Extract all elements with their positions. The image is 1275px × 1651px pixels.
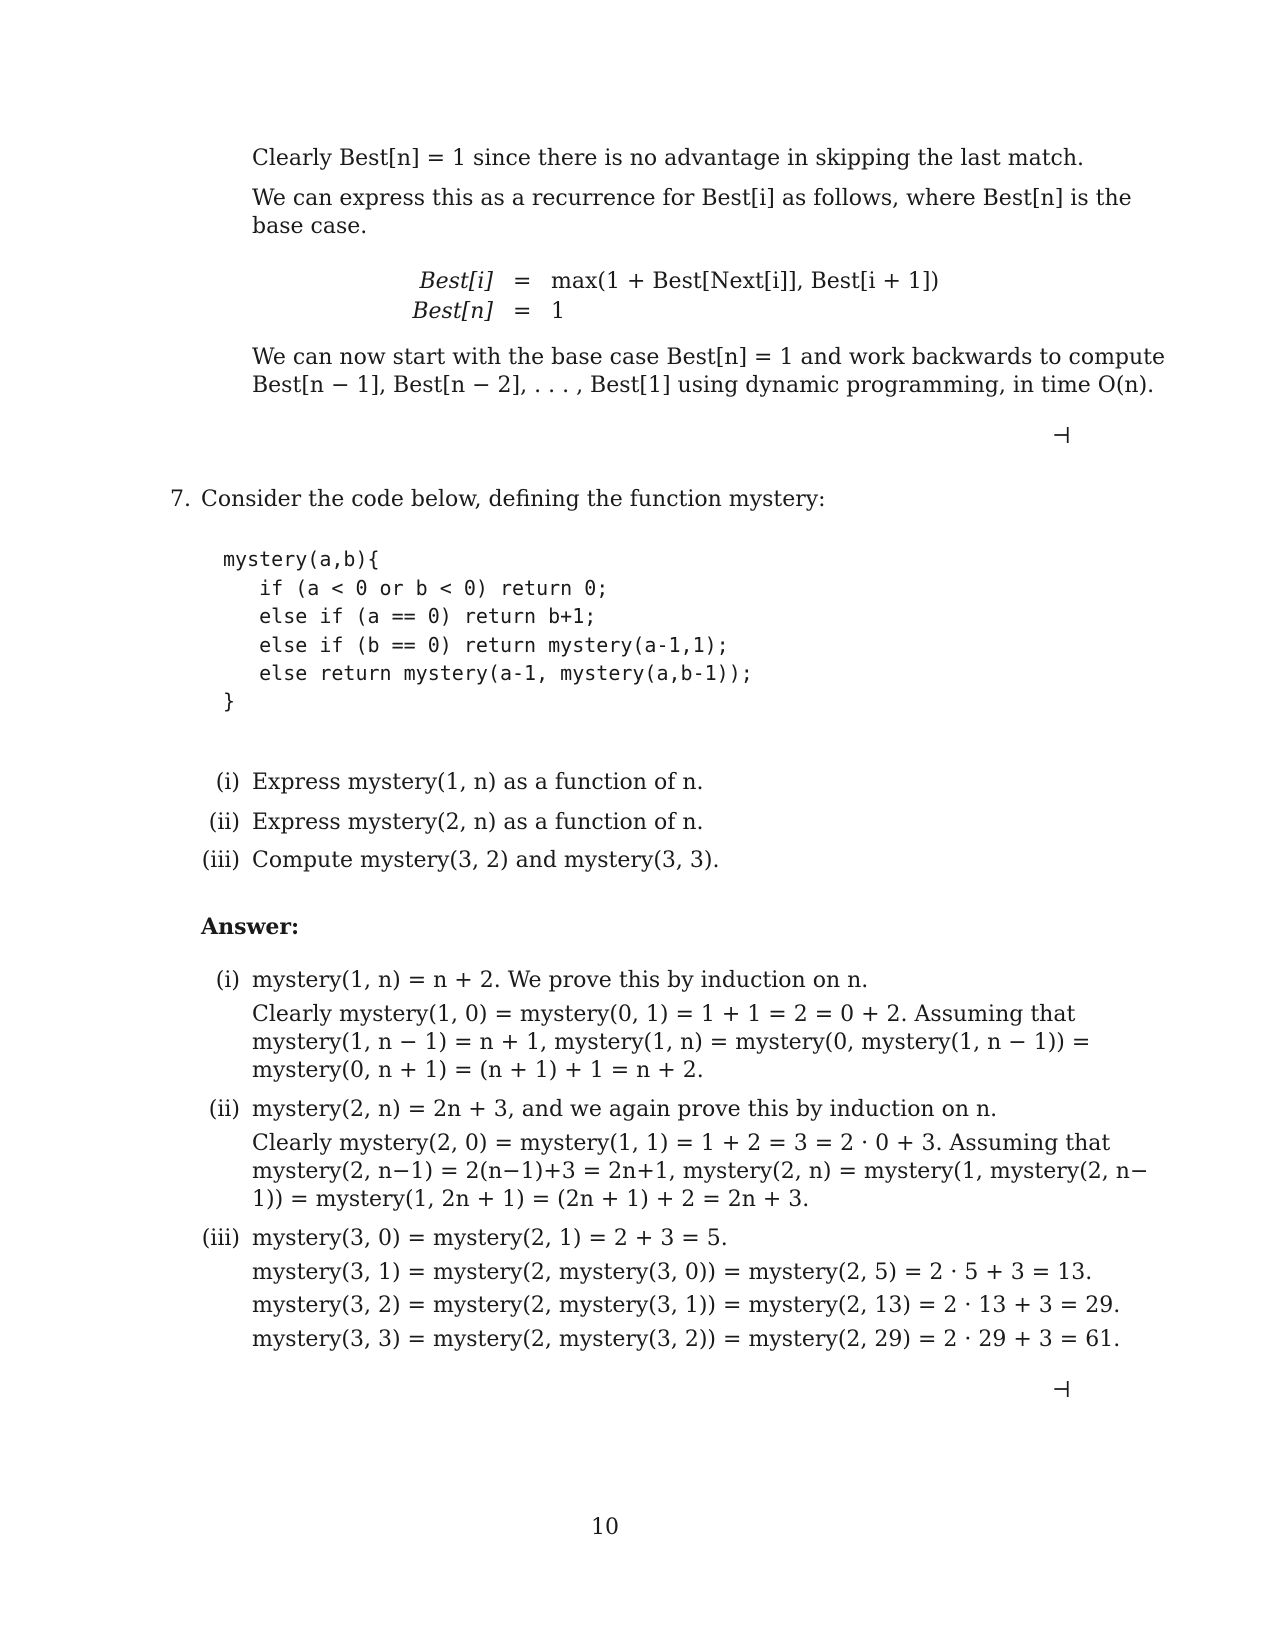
answer-heading: Answer: xyxy=(201,914,300,940)
equation1-lhs: Best[i] xyxy=(419,269,493,294)
part-iii-text: Compute mystery(3, 2) and mystery(3, 3). xyxy=(252,848,720,873)
code-line-1: mystery(a,b){ xyxy=(223,547,380,571)
qed-symbol-2: ⊣ xyxy=(1052,1378,1071,1403)
answer-iii-line2: mystery(3, 1) = mystery(2, mystery(3, 0)) = mystery(2, 5) = 2 · 5 + 3 = 13. xyxy=(252,1260,1093,1285)
dp-explanation-line1: We can now start with the base case Best[n] = 1 and work backwards to compute xyxy=(252,345,1166,370)
answer-ii-line2: Clearly mystery(2, 0) = mystery(1, 1) = 1 + 2 = 3 = 2 · 0 + 3. Assuming that xyxy=(252,1131,1111,1156)
equation1-rhs: max(1 + Best[Next[i]], Best[i + 1]) xyxy=(551,269,940,294)
answer-ii-line1: mystery(2, n) = 2n + 3, and we again prove this by induction on n. xyxy=(252,1097,998,1122)
part-ii-text: Express mystery(2, n) as a function of n. xyxy=(252,810,704,835)
page-number: 10 xyxy=(591,1515,619,1540)
answer-iii-line1: mystery(3, 0) = mystery(2, 1) = 2 + 3 = 5. xyxy=(252,1226,728,1251)
part-ii-label: (ii) xyxy=(208,810,240,835)
code-line-5: else return mystery(a-1, mystery(a,b-1)); xyxy=(223,661,753,685)
answer-i-label: (i) xyxy=(215,968,240,993)
qed-symbol-1: ⊣ xyxy=(1052,424,1071,449)
answer-ii-label: (ii) xyxy=(208,1097,240,1122)
part-iii-label: (iii) xyxy=(201,848,240,873)
answer-i-line3: mystery(1, n − 1) = n + 1, mystery(1, n) = mystery(0, mystery(1, n − 1)) = xyxy=(252,1030,1091,1055)
answer-i-line2: Clearly mystery(1, 0) = mystery(0, 1) = 1 + 1 = 2 = 0 + 2. Assuming that xyxy=(252,1002,1076,1027)
answer-iii-label: (iii) xyxy=(201,1226,240,1251)
answer-i-line1: mystery(1, n) = n + 2. We prove this by induction on n. xyxy=(252,968,869,993)
equation2-sign: = xyxy=(513,299,532,324)
part-i-text: Express mystery(1, n) as a function of n. xyxy=(252,770,704,795)
equation2-rhs: 1 xyxy=(551,299,565,324)
answer-iii-line3: mystery(3, 2) = mystery(2, mystery(3, 1)) = mystery(2, 13) = 2 · 13 + 3 = 29. xyxy=(252,1293,1121,1318)
part-i-label: (i) xyxy=(215,770,240,795)
equation2-lhs: Best[n] xyxy=(412,299,493,324)
answer-iii-line4: mystery(3, 3) = mystery(2, mystery(3, 2)) = mystery(2, 29) = 2 · 29 + 3 = 61. xyxy=(252,1327,1121,1352)
code-line-4: else if (b == 0) return mystery(a-1,1); xyxy=(223,633,729,657)
answer-ii-line4: 1)) = mystery(1, 2n + 1) = (2n + 1) + 2 = 2n + 3. xyxy=(252,1187,810,1212)
question7-intro: Consider the code below, defining the function mystery: xyxy=(201,487,826,512)
recurrence-intro-line2: base case. xyxy=(252,214,368,239)
recurrence-intro-line1: We can express this as a recurrence for Best[i] as follows, where Best[n] is the xyxy=(252,186,1132,211)
code-line-6: } xyxy=(223,689,236,713)
equation1-sign: = xyxy=(513,269,532,294)
dp-explanation-line2: Best[n − 1], Best[n − 2], . . . , Best[1] using dynamic programming, in time O(n). xyxy=(252,373,1155,398)
code-line-2: if (a < 0 or b < 0) return 0; xyxy=(223,576,609,600)
best-n-statement: Clearly Best[n] = 1 since there is no advantage in skipping the last match. xyxy=(252,146,1085,171)
answer-i-line4: mystery(0, n + 1) = (n + 1) + 1 = n + 2. xyxy=(252,1058,704,1083)
question7-number: 7. xyxy=(170,487,191,512)
answer-ii-line3: mystery(2, n−1) = 2(n−1)+3 = 2n+1, mystery(2, n) = mystery(1, mystery(2, n− xyxy=(252,1159,1149,1184)
code-line-3: else if (a == 0) return b+1; xyxy=(223,604,597,628)
